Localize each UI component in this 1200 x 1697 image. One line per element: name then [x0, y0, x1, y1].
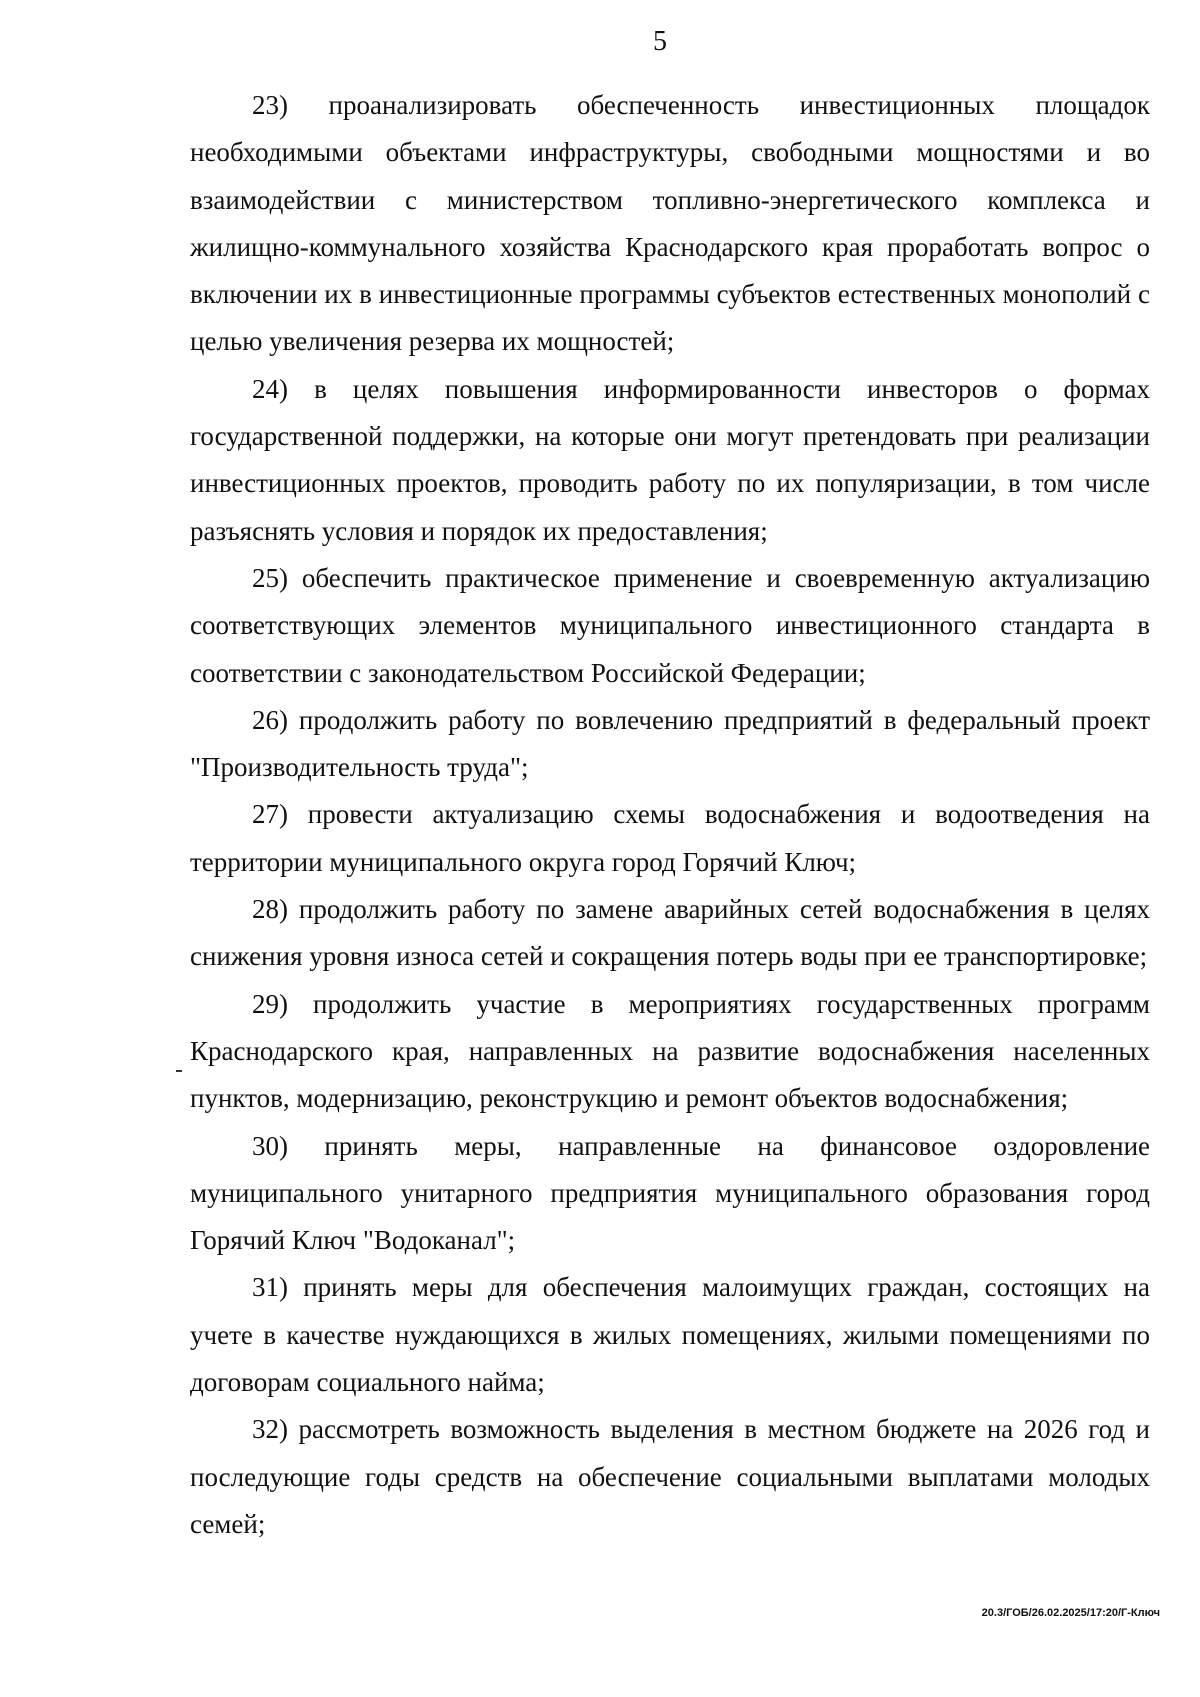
paragraph-item-28: 28) продолжить работу по замене аварийных сетей водоснабжения в целях снижения уровня износа сетей и сокращения потерь воды при ее транспортировке;	[190, 894, 1150, 972]
scan-mark	[176, 1070, 182, 1072]
paragraph-item-26: 26) продолжить работу по вовлечению предприятий в федеральный проект "Производительность труда";	[190, 704, 1150, 783]
paragraph-item-32: 32) рассмотреть возможность выделения в местном бюджете на 2026 год и последующие годы средств на обеспечение социальными выплатами молодых семей;	[190, 1414, 1150, 1539]
paragraph-item-23: 23) проанализировать обеспеченность инвестиционных площадок необходимыми объектами инфраструктуры, свободными мощностями и во взаимодействии с министерством топливно-энергетического комплекса и жилищно-коммунального хозяйства Краснодарского края проработать вопрос о включении их в инвестиционные программы субъектов естественных монополий с целью увеличения резерва их мощностей;	[190, 90, 1150, 357]
paragraph-item-27: 27) провести актуализацию схемы водоснабжения и водоотведения на территории муниципального округа город Горячий Ключ;	[190, 799, 1150, 877]
document-footer-code: 20.3/ГОБ/26.02.2025/17:20/Г-Ключ	[981, 1607, 1160, 1619]
paragraph-item-31: 31) принять меры для обеспечения малоимущих граждан, состоящих на учете в качестве нуждающихся в жилых помещениях, жилыми помещениями по договорам социального найма;	[190, 1272, 1150, 1398]
paragraph-item-25: 25) обеспечить практическое применение и своевременную актуализацию соответствующих элементов муниципального инвестиционного стандарта в соответствии с законодательством Российской Федерации;	[190, 562, 1150, 688]
paragraph-item-29: 29) продолжить участие в мероприятиях государственных программ Краснодарского края, направленных на развитие водоснабжения населенных пунктов, модернизацию, реконструкцию и ремонт объектов водоснабжения;	[190, 988, 1150, 1114]
paragraph-item-24: 24) в целях повышения информированности инвесторов о формах государственной поддержки, на которые они могут претендовать при реализации инвестиционных проектов, проводить работу по их популяризации, в том числе разъяснять условия и порядок их предоставления;	[190, 373, 1150, 546]
document-body	[190, 82, 1150, 1548]
paragraph-item-30: 30) принять меры, направленные на финансовое оздоровление муниципального унитарного предприятия муниципального образования город Горячий Ключ "Водоканал";	[190, 1130, 1150, 1256]
page-number: 5	[653, 26, 667, 57]
